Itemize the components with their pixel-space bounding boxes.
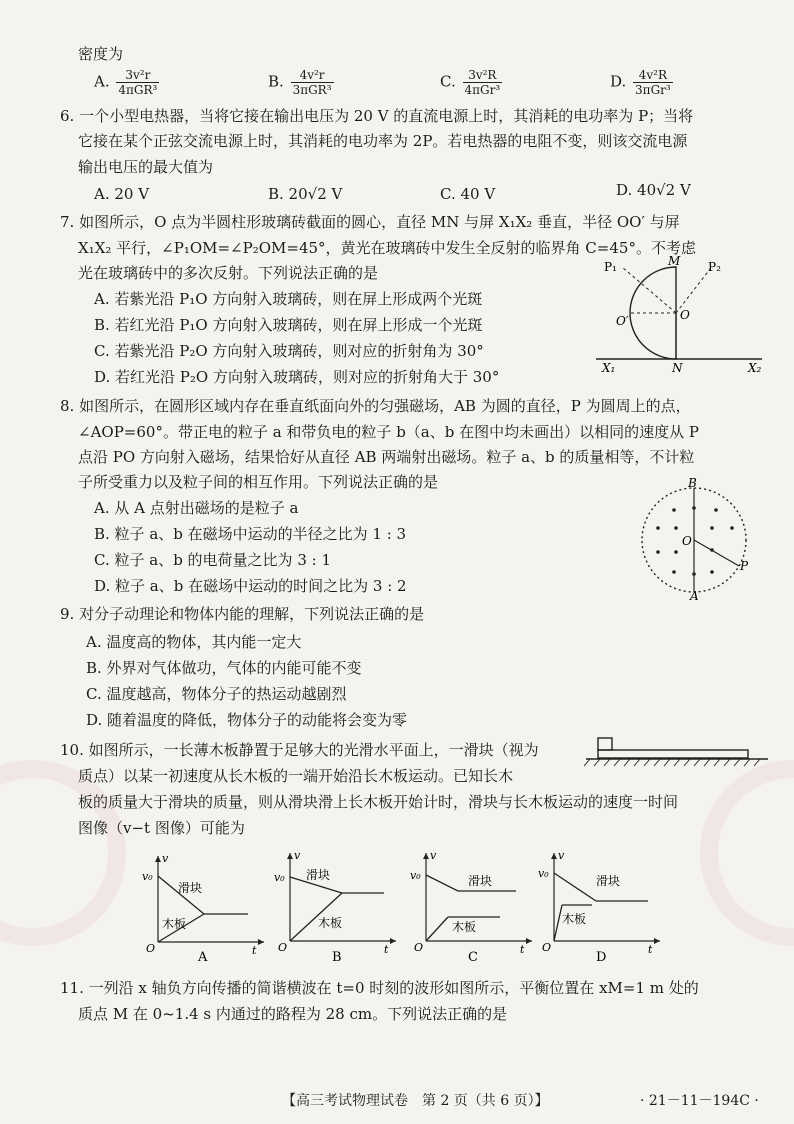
q8-option-d: D. 粒子 a、b 在磁场中运动的时间之比为 3 : 2: [94, 577, 407, 595]
q7-option-b: B. 若红光沿 P₁O 方向射入玻璃砖，则在屏上形成一个光斑: [94, 316, 483, 334]
axis-v: v: [558, 849, 565, 862]
q8-line-4: 子所受重力以及粒子间的相互作用。下列说法正确的是: [78, 473, 439, 491]
page-footer-code: · 21－11－194C ·: [640, 1093, 759, 1109]
label-v0: v₀: [410, 869, 421, 882]
axis-v: v: [430, 849, 437, 862]
axis-v: v: [162, 852, 169, 865]
label-x2: X₂: [748, 361, 762, 375]
label-origin: O: [414, 941, 424, 954]
label-o-prime: O′: [616, 314, 629, 328]
label-a: A: [690, 589, 699, 602]
q6-option-c: C. 40 V: [440, 185, 496, 203]
q8-option-b: B. 粒子 a、b 在磁场中运动的半径之比为 1 : 3: [94, 525, 407, 543]
q6-line-1: 6. 一个小型电热器，当将它接在输出电压为 20 V 的直流电源上时，其消耗的电功率为 P；当将: [60, 107, 694, 125]
q7-line-3: 光在玻璃砖中的多次反射。下列说法正确的是: [78, 264, 379, 282]
q10-graph-b: [272, 845, 402, 963]
q5-tail: 密度为: [78, 45, 124, 63]
label-p2: P₂: [708, 260, 721, 274]
axis-t: t: [384, 943, 389, 956]
q5-option-c: C. $\frac{\text{3v²R}}{\text{4πGr³}}$: [440, 68, 501, 97]
q10-line-1: 10. 如图所示，一长薄木板静置于足够大的光滑水平面上，一滑块（视为: [60, 741, 539, 759]
q10-graph-d: [536, 845, 666, 963]
label-board: 木板: [162, 917, 187, 931]
q9-option-d: D. 随着温度的降低，物体分子的动能将会变为零: [86, 711, 408, 729]
label-v0: v₀: [142, 870, 153, 883]
q11-line-1: 11. 一列沿 x 轴负方向传播的简谐横波在 t=0 时刻的波形如图所示，平衡位置在 xM=1 m 处的: [60, 979, 699, 997]
q8-option-a: A. 从 A 点射出磁场的是粒子 a: [94, 499, 299, 517]
axis-v: v: [294, 849, 301, 862]
q5-option-b: B. $\frac{\text{4v²r}}{\text{3πGR³}}$: [268, 68, 332, 97]
q10-line-3: 板的质量大于滑块的质量，则从滑块滑上长木板开始计时，滑块与长木板运动的速度一时间: [78, 793, 679, 811]
label-slider: 滑块: [306, 868, 331, 882]
q7-option-d: D. 若红光沿 P₂O 方向射入玻璃砖，则对应的折射角大于 30°: [94, 368, 500, 386]
label-n: N: [672, 361, 683, 375]
q7-line-2: X₁X₂ 平行，∠P₁OM=∠P₂OM=45°，黄光在玻璃砖中发生全反射的临界角 C=45°。不考虑: [78, 239, 696, 257]
q10-line-2: 质点）以某一初速度从长木板的一端开始沿长木板运动。已知长木: [78, 767, 514, 785]
q8-option-c: C. 粒子 a、b 的电荷量之比为 3 : 1: [94, 551, 332, 569]
q7-option-a: A. 若紫光沿 P₁O 方向射入玻璃砖，则在屏上形成两个光斑: [94, 290, 483, 308]
page-footer-title: 【高三考试物理试卷 第 2 页（共 6 页）】: [282, 1093, 549, 1109]
q5-option-d: D. $\frac{\text{4v²R}}{\text{3πGr³}}$: [610, 68, 671, 97]
q7-line-1: 7. 如图所示，O 点为半圆柱形玻璃砖截面的圆心，直径 MN 与屏 X₁X₂ 垂直，半径 OO′ 与屏: [60, 213, 680, 231]
q8-line-2: ∠AOP=60°。带正电的粒子 a 和带负电的粒子 b（a、b 在图中均未画出）以相同的速度从 P: [78, 423, 699, 441]
q10-graph-a: [140, 848, 270, 963]
q10-board-slider-diagram: [584, 732, 774, 772]
label-board: 木板: [562, 912, 587, 926]
q8-line-3: 点沿 PO 方向射入磁场，结果恰好从直径 AB 两端射出磁场。粒子 a、b 的质量相等，不计粒: [78, 448, 695, 466]
graph-letter: C: [468, 950, 478, 963]
q7-option-c: C. 若紫光沿 P₂O 方向射入玻璃砖，则对应的折射角为 30°: [94, 342, 484, 360]
label-slider: 滑块: [178, 881, 203, 895]
label-o: O: [682, 534, 692, 548]
label-origin: O: [146, 942, 156, 955]
q9-line-1: 9. 对分子动理论和物体内能的理解，下列说法正确的是: [60, 605, 425, 623]
graph-letter: B: [332, 950, 342, 963]
axis-t: t: [252, 944, 257, 957]
label-v0: v₀: [538, 867, 549, 880]
q8-line-1: 8. 如图所示，在圆形区域内存在垂直纸面向外的匀强磁场，AB 为圆的直径，P 为圆周上的点，: [60, 397, 691, 415]
label-slider: 滑块: [468, 874, 493, 888]
q7-glass-brick-diagram: [592, 255, 772, 375]
background-stamp: [700, 760, 794, 946]
label-o: O: [680, 308, 690, 322]
graph-letter: A: [198, 950, 208, 963]
label-slider: 滑块: [596, 874, 621, 888]
label-x1: X₁: [602, 361, 616, 375]
q9-option-b: B. 外界对气体做功，气体的内能可能不变: [86, 659, 362, 677]
q6-line-2: 它接在某个正弦交流电源上时，其消耗的电功率为 2P。若电热器的电阻不变，则该交流电源: [78, 132, 688, 150]
label-v0: v₀: [274, 871, 285, 884]
label-origin: O: [278, 941, 288, 954]
q11-line-2: 质点 M 在 0~1.4 s 内通过的路程为 28 cm。下列说法正确的是: [78, 1005, 508, 1023]
label-p1: P₁: [604, 260, 617, 274]
q10-graph-c: [408, 845, 538, 963]
label-m: M: [668, 255, 681, 268]
q6-option-b: B. 20√2 V: [268, 185, 343, 203]
label-board: 木板: [452, 920, 477, 934]
label-origin: O: [542, 941, 552, 954]
label-p: P: [740, 559, 749, 573]
q10-line-4: 图像（v−t 图像）可能为: [78, 819, 245, 837]
q5-option-a: A. $\frac{\text{3v²r}}{\text{4πGR³}}$: [94, 68, 158, 97]
background-stamp: [0, 760, 126, 946]
axis-t: t: [648, 943, 653, 956]
q6-option-d: D. 40√2 V: [616, 181, 691, 199]
q6-option-a: A. 20 V: [94, 185, 150, 203]
q8-magnetic-field-diagram: [636, 478, 766, 602]
graph-letter: D: [596, 950, 607, 963]
q6-line-3: 输出电压的最大值为: [78, 158, 214, 176]
label-board: 木板: [318, 916, 343, 930]
label-b: B: [688, 478, 697, 490]
q9-option-a: A. 温度高的物体，其内能一定大: [86, 633, 302, 651]
axis-t: t: [520, 943, 525, 956]
q9-option-c: C. 温度越高，物体分子的热运动越剧烈: [86, 685, 347, 703]
